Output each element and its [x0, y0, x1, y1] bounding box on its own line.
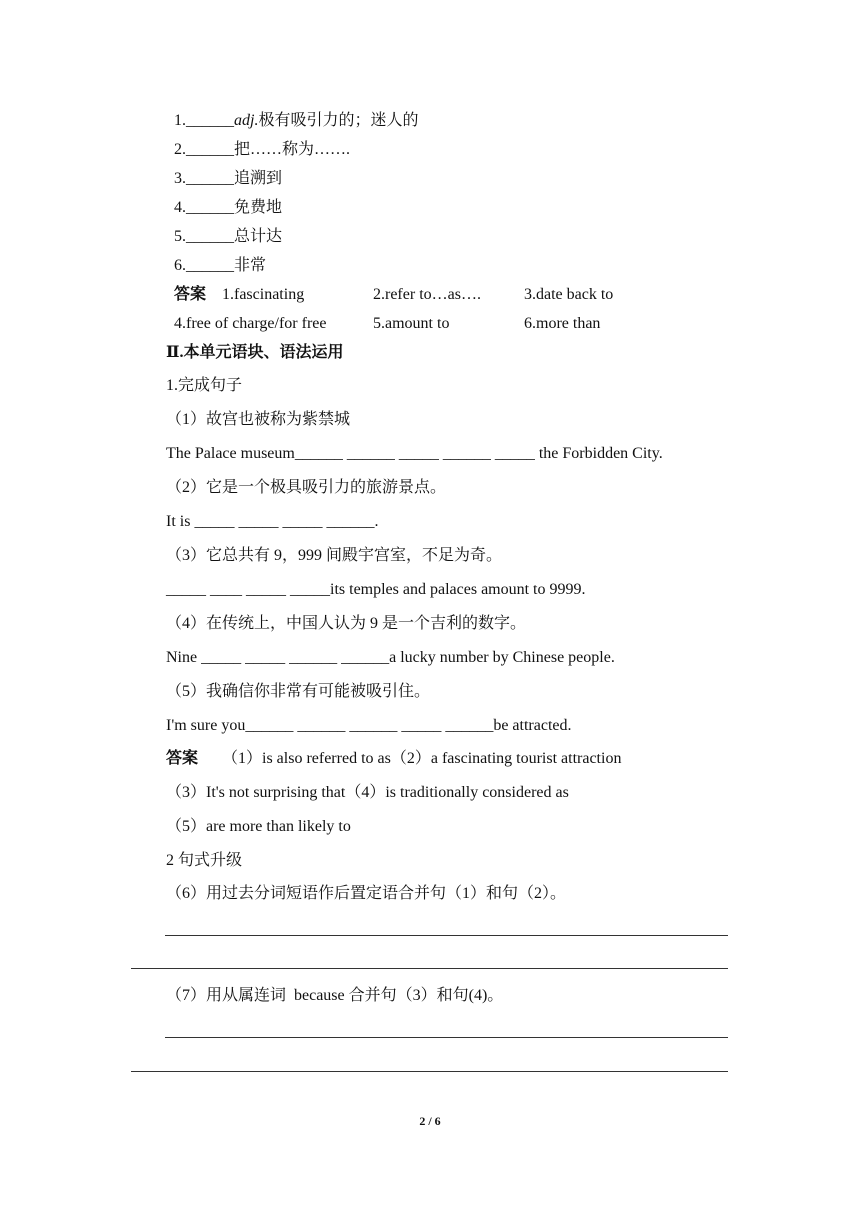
sentence-en: The Palace museum______ ______ _____ ______ _____ the Forbidden City. — [166, 445, 663, 462]
answer-label: 答案 — [166, 750, 199, 767]
vocab-item: 4.______免费地 — [174, 199, 283, 216]
answer-label: 答案 — [174, 286, 207, 303]
answer-item: 1.fascinating — [222, 286, 305, 303]
answer-line-blank — [165, 935, 728, 936]
part-title: 1.完成句子 — [166, 377, 243, 394]
answer-item: 4.free of charge/for free — [174, 315, 327, 332]
vocab-item: 2.______把……称为……. — [174, 141, 351, 158]
sentence-cn: （3）它总共有 9，999 间殿宇宫室，不足为奇。 — [166, 547, 503, 564]
sentence-cn: （4）在传统上，中国人认为 9 是一个吉利的数字。 — [166, 615, 527, 632]
sentence-cn: （2）它是一个极具吸引力的旅游景点。 — [166, 479, 447, 496]
answer-line: （3）It's not surprising that（4）is traditionally considered as — [166, 784, 569, 801]
answer-item: 6.more than — [524, 315, 601, 332]
vocab-item: 1.______adj.极有吸引力的；迷人的 — [174, 112, 419, 129]
sentence-en: _____ ____ _____ _____its temples and palaces amount to 9999. — [166, 581, 586, 598]
sentence-en: It is _____ _____ _____ ______. — [166, 513, 379, 530]
answer-item: 2.refer to…as…. — [373, 286, 481, 303]
sentence-cn: （5）我确信你非常有可能被吸引住。 — [166, 683, 431, 700]
vocab-item: 5.______总计达 — [174, 228, 283, 245]
task-instruction: （7）用从属连词 because 合并句（3）和句(4)。 — [166, 987, 504, 1004]
answer-item: 3.date back to — [524, 286, 614, 303]
sentence-cn: （1）故宫也被称为紫禁城 — [166, 411, 351, 428]
sentence-en: Nine _____ _____ ______ ______a lucky number by Chinese people. — [166, 649, 615, 666]
vocab-item: 6.______非常 — [174, 257, 267, 274]
answer-line: （1）is also referred to as（2）a fascinating tourist attraction — [222, 750, 622, 767]
answer-line-blank — [165, 1037, 728, 1038]
answer-line-blank — [131, 968, 728, 969]
sentence-en: I'm sure you______ ______ ______ _____ ______be attracted. — [166, 717, 572, 734]
section-title: Ⅱ.本单元语块、语法运用 — [166, 344, 344, 361]
part-title: 2 句式升级 — [166, 852, 243, 869]
task-instruction: （6）用过去分词短语作后置定语合并句（1）和句（2）。 — [166, 885, 567, 902]
answer-line: （5）are more than likely to — [166, 818, 351, 835]
page-number: 2 / 6 — [419, 1114, 441, 1128]
vocab-item: 3.______追溯到 — [174, 170, 283, 187]
answer-line-blank — [131, 1071, 728, 1072]
answer-item: 5.amount to — [373, 315, 450, 332]
